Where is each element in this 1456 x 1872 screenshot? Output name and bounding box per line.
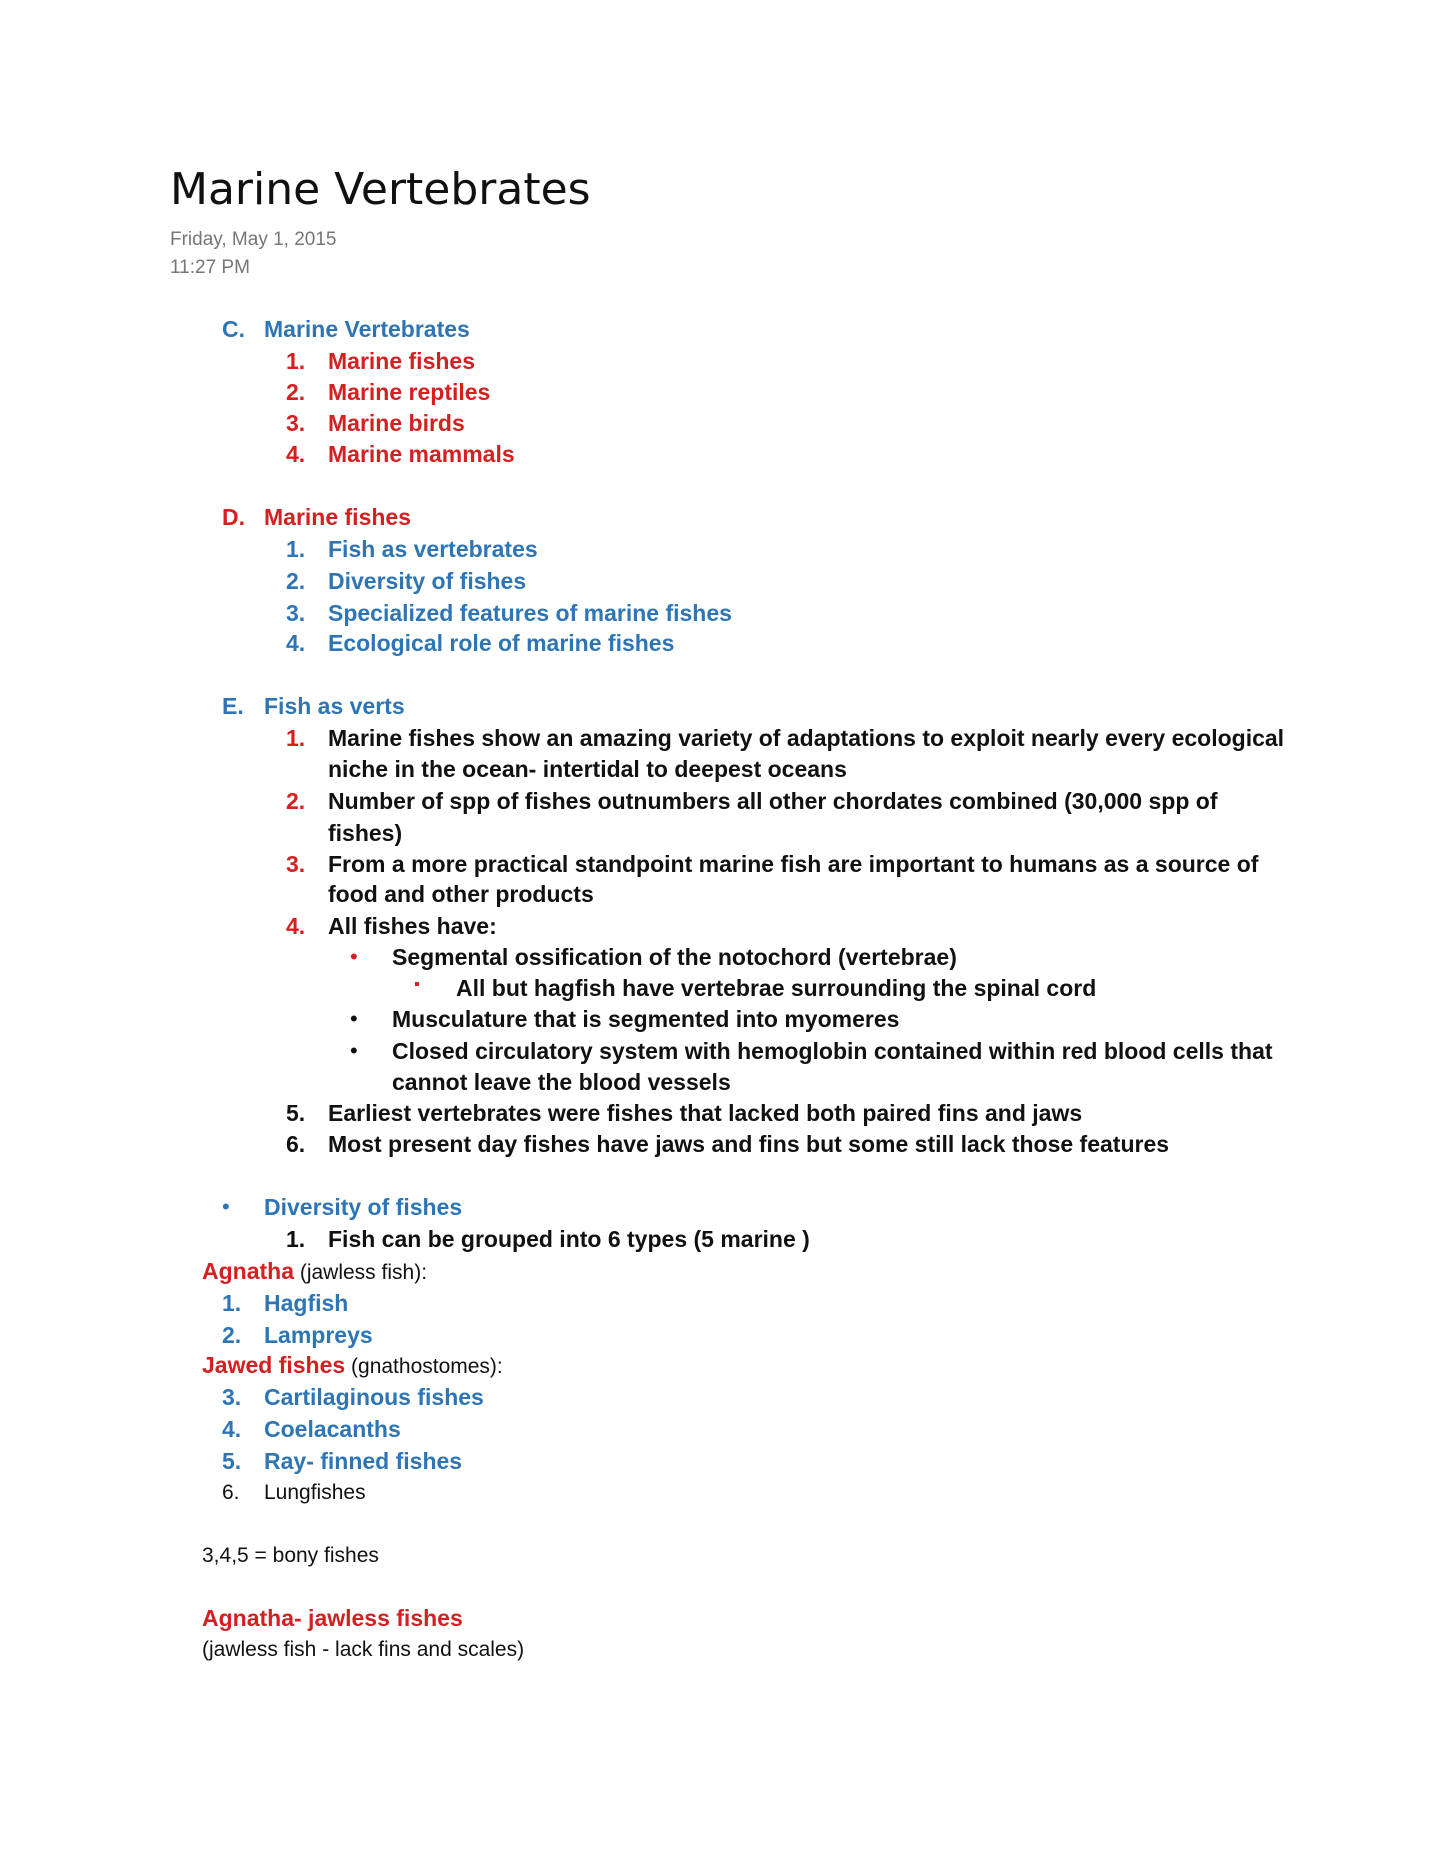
group-label: Jawed fishes [202,1352,346,1378]
bullet-marker: ▪ [414,976,420,993]
bullet-marker: • [222,1194,230,1219]
group-label-line [202,1260,427,1283]
list-item-number: 1. [286,348,306,374]
page-date: Friday, May 1, 2015 [170,229,337,250]
list-item: Lungfishes [264,1481,366,1504]
list-item: Earliest vertebrates were fishes that lacked both paired fins and jaws [328,1100,1083,1126]
list-item: Fish as vertebrates [328,536,538,562]
bullet-marker: • [350,1006,358,1031]
list-item: Hagfish [264,1290,349,1316]
agnatha-heading: Agnatha- jawless fishes [202,1605,463,1631]
group-label-line [202,1354,503,1377]
list-item-number: 1. [222,1290,242,1316]
list-item-continuation: fishes) [328,820,403,846]
bullet-marker: • [350,1038,358,1063]
agnatha-note: (jawless fish - lack fins and scales) [202,1638,525,1661]
list-item-continuation: food and other products [328,881,594,907]
bullet-item: Segmental ossification of the notochord (vertebrae) [392,944,957,970]
list-item: Ray- finned fishes [264,1448,463,1474]
list-item: Marine fishes [328,348,475,374]
list-item-number: 2. [286,568,306,594]
list-item: All fishes have: [328,913,497,939]
list-item: Marine reptiles [328,379,491,405]
list-item-number: 3. [286,600,306,626]
section-e-marker: E. [222,693,244,719]
list-item-number: 4. [286,630,306,656]
section-d-marker: D. [222,504,245,530]
list-item-number: 5. [222,1448,242,1474]
list-item-number: 3. [286,851,306,877]
list-item-number: 1. [286,536,306,562]
list-item-number: 3. [222,1384,242,1410]
list-item: Coelacanths [264,1416,401,1442]
list-item: Marine mammals [328,441,515,467]
list-item-number: 4. [286,441,306,467]
list-item-number: 4. [286,913,306,939]
group-label-suffix: (gnathostomes): [345,1355,503,1378]
list-item: Marine birds [328,410,465,436]
list-item: Cartilaginous fishes [264,1384,484,1410]
bullet-subitem: All but hagfish have vertebrae surrounding the spinal cord [456,975,1097,1001]
bullet-item: Musculature that is segmented into myomeres [392,1006,900,1032]
diversity-heading: Diversity of fishes [264,1194,463,1220]
list-item-continuation: niche in the ocean- intertidal to deepest oceans [328,756,847,782]
list-item: From a more practical standpoint marine fish are important to humans as a source of [328,851,1259,877]
group-label: Agnatha [202,1258,294,1284]
list-item-number: 4. [222,1416,242,1442]
list-item: Number of spp of fishes outnumbers all other chordates combined (30,000 spp of [328,788,1218,814]
list-item: Lampreys [264,1322,373,1348]
list-item: Specialized features of marine fishes [328,600,732,626]
bullet-item-continuation: cannot leave the blood vessels [392,1069,731,1095]
list-item-number: 3. [286,410,306,436]
list-item-number: 2. [286,788,306,814]
section-c-heading: Marine Vertebrates [264,316,470,342]
list-item-number: 6. [286,1131,306,1157]
list-item-number: 1. [286,725,306,751]
list-item-number: 2. [222,1322,242,1348]
list-item-number: 6. [222,1481,240,1504]
list-item: Diversity of fishes [328,568,527,594]
page-title: Marine Vertebrates [170,164,591,215]
list-item-number: 1. [286,1226,306,1252]
page-time: 11:27 PM [170,257,250,278]
bullet-marker: • [350,944,358,969]
bullet-item: Closed circulatory system with hemoglobin contained within red blood cells that [392,1038,1273,1064]
section-e-heading: Fish as verts [264,693,405,719]
section-c-marker: C. [222,316,245,342]
section-d-heading: Marine fishes [264,504,411,530]
list-item: Ecological role of marine fishes [328,630,675,656]
list-item: Fish can be grouped into 6 types (5 marine ) [328,1226,810,1252]
list-item: Most present day fishes have jaws and fins but some still lack those features [328,1131,1170,1157]
list-item: Marine fishes show an amazing variety of adaptations to exploit nearly every ecological [328,725,1285,751]
bony-fishes-note: 3,4,5 = bony fishes [202,1544,379,1567]
list-item-number: 5. [286,1100,306,1126]
group-label-suffix: (jawless fish): [294,1261,428,1284]
list-item-number: 2. [286,379,306,405]
